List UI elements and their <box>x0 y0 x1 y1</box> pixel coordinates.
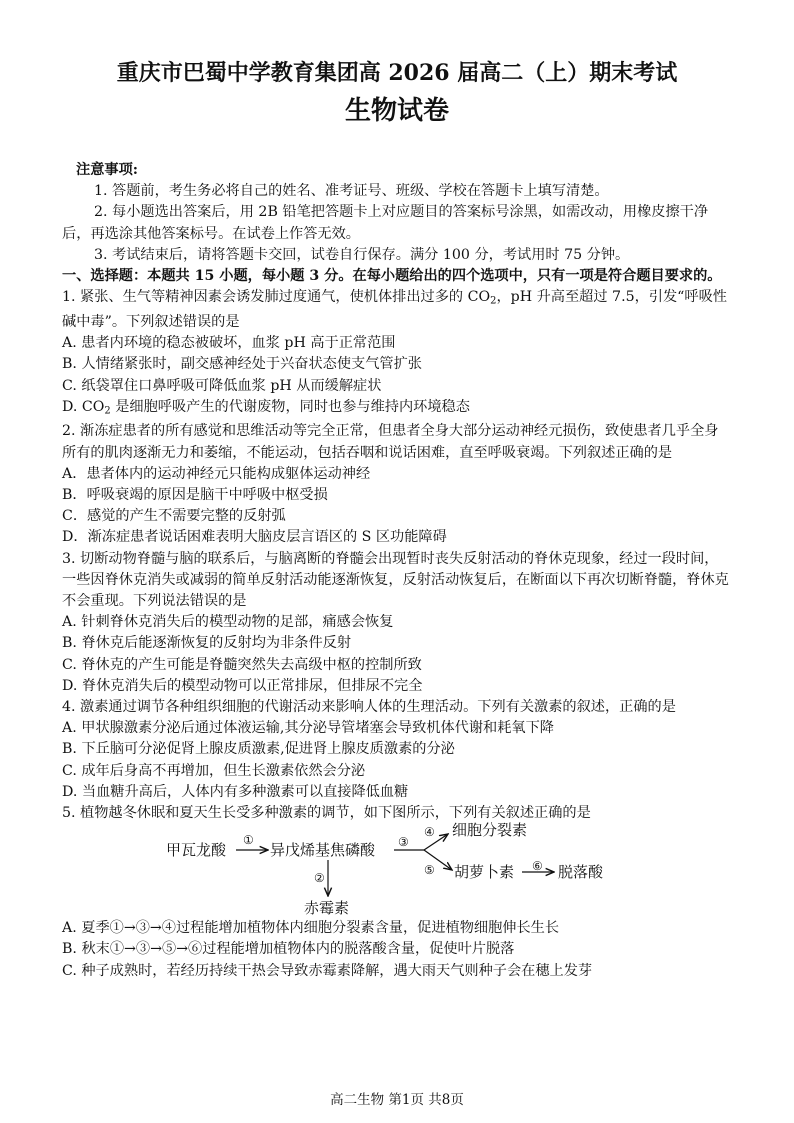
section-heading: 一、选择题：本题共 15 小题，每小题 3 分。在每小题给出的四个选项中，只有一项是符合题目要求的。 <box>62 268 722 285</box>
node-abscisic-acid: 脱落酸 <box>558 863 604 882</box>
question-1-option-d: D. $CO_2$ 是细胞呼吸产生的代谢废物，同时也参与维持内环境稳态 <box>62 398 470 417</box>
question-5-stem: 5. 植物越冬休眠和夏天生长受多种激素的调节，如下图所示，下列有关叙述正确的是 <box>62 805 591 822</box>
question-3-option-c: C. 脊休克的产生可能是脊髓突然失去高级中枢的控制所致 <box>62 656 422 673</box>
step-1-label: ① <box>243 833 254 848</box>
step-3-label: ③ <box>398 835 409 850</box>
question-3-option-d: D. 脊休克消失后的模型动物可以正常排尿，但排尿不完全 <box>62 677 423 694</box>
note-item: 3. 考试结束后，请将答题卡交回，试卷自行保存。满分 100 分，考试用时 75 分钟。 <box>94 246 630 263</box>
question-5-option-a: A. 夏季①→③→④过程能增加植物体内细胞分裂素含量，促进植物细胞伸长生长 <box>62 920 560 937</box>
question-5-option-b: B. 秋末①→③→⑤→⑥过程能增加植物体内的脱落酸含量，促使叶片脱落 <box>62 941 515 958</box>
question-4-stem: 4. 激素通过调节各种组织细胞的代谢活动来影响人体的生理活动。下列有关激素的叙述，正确的是 <box>62 699 676 716</box>
pathway-arrows <box>62 826 732 918</box>
node-mevalonic-acid: 甲瓦龙酸 <box>166 841 227 860</box>
question-3-option-b: B. 脊休克后能逐渐恢复的反射均为非条件反射 <box>62 635 352 652</box>
step-2-label: ② <box>314 871 325 886</box>
question-2-option-c: C．感觉的产生不需要完整的反射弧 <box>62 508 286 525</box>
exam-subject: 生物试卷 <box>344 96 449 126</box>
page-footer: 高二生物 第1页 共8页 <box>330 1092 464 1108</box>
step-6-label: ⑥ <box>532 859 543 874</box>
note-item: 2. 每小题选出答案后，用 2B 铅笔把答题卡上对应题目的答案标号涂黑，如需改动，用橡皮擦干净后，再选涂其他答案标号。在试卷上作答无效。 <box>62 204 709 242</box>
question-2-stem: 2. 渐冻症患者的所有感觉和思维活动等完全正常，但患者全身大部分运动神经元损伤，致使患者几乎全身所有的肌肉逐渐无力和萎缩，不能运动，包括吞咽和说话困难，直至呼吸衰竭。下列叙述正确的是 <box>62 423 719 461</box>
question-3-option-a: A. 针刺脊休克消失后的模型动物的足部，痛感会恢复 <box>62 614 394 631</box>
question-4-option-b: B. 下丘脑可分泌促肾上腺皮质激素,促进肾上腺皮质激素的分泌 <box>62 741 455 758</box>
note-item: 1. 答题前，考生务必将自己的姓名、准考证号、班级、学校在答题卡上填写清楚。 <box>94 183 609 200</box>
notes-heading: 注意事项: <box>76 162 138 178</box>
step-5-label: ⑤ <box>424 863 435 878</box>
question-5-option-c: C. 种子成熟时，若经历持续干热会导致赤霉素降解，遇大雨天气则种子会在穗上发芽 <box>62 962 593 979</box>
node-ipp: 异戊烯基焦磷酸 <box>270 841 376 860</box>
question-3-stem: 3. 切断动物脊髓与脑的联系后，与脑离断的脊髓会出现暂时丧失反射活动的脊休克现象，经过一段时间，一些因脊休克消失或减弱的简单反射活动能逐渐恢复，反射活动恢复后，在断面以下再次切断脊髓，脊休克不会重现。下列说法错误的是 <box>62 550 729 610</box>
node-gibberellin: 赤霉素 <box>304 899 350 918</box>
question-1-option-b: B. 人情绪紧张时，副交感神经处于兴奋状态使支气管扩张 <box>62 356 422 373</box>
exam-content <box>62 160 732 982</box>
question-2-option-b: B．呼吸衰竭的原因是脑干中呼吸中枢受损 <box>62 487 328 504</box>
node-carotene: 胡萝卜素 <box>454 863 515 882</box>
question-1-option-c: C. 纸袋罩住口鼻呼吸可降低血浆 pH 从而缓解症状 <box>62 377 382 394</box>
question-4-option-d: D. 当血糖升高后，人体内有多种激素可以直接降低血糖 <box>62 783 409 800</box>
question-1-stem: 1. 紧张、生气等精神因素会诱发肺过度通气，使机体排出过多的 $CO_2$，pH 升高至超过 7.5，引发“呼吸性碱中毒”。下列叙述错误的是 <box>62 289 727 330</box>
question-1-option-a: A. 患者内环境的稳态被破坏，血浆 pH 高于正常范围 <box>62 335 396 352</box>
question-2-option-d: D．渐冻症患者说话困难表明大脑皮层言语区的 S 区功能障碍 <box>62 529 447 546</box>
node-cytokinin: 细胞分裂素 <box>452 821 528 840</box>
question-4-option-a: A. 甲状腺激素分泌后通过体液运输,其分泌导管堵塞会导致机体代谢和耗氧下降 <box>62 720 554 737</box>
question-4-option-c: C. 成年后身高不再增加，但生长激素依然会分泌 <box>62 762 366 779</box>
question-2-option-a: A．患者体内的运动神经元只能构成躯体运动神经 <box>62 465 371 482</box>
exam-title: 重庆市巴蜀中学教育集团高 2026 届高二（上）期末考试 <box>116 60 678 86</box>
hormone-pathway-diagram <box>62 821 732 918</box>
step-4-label: ④ <box>424 825 435 840</box>
